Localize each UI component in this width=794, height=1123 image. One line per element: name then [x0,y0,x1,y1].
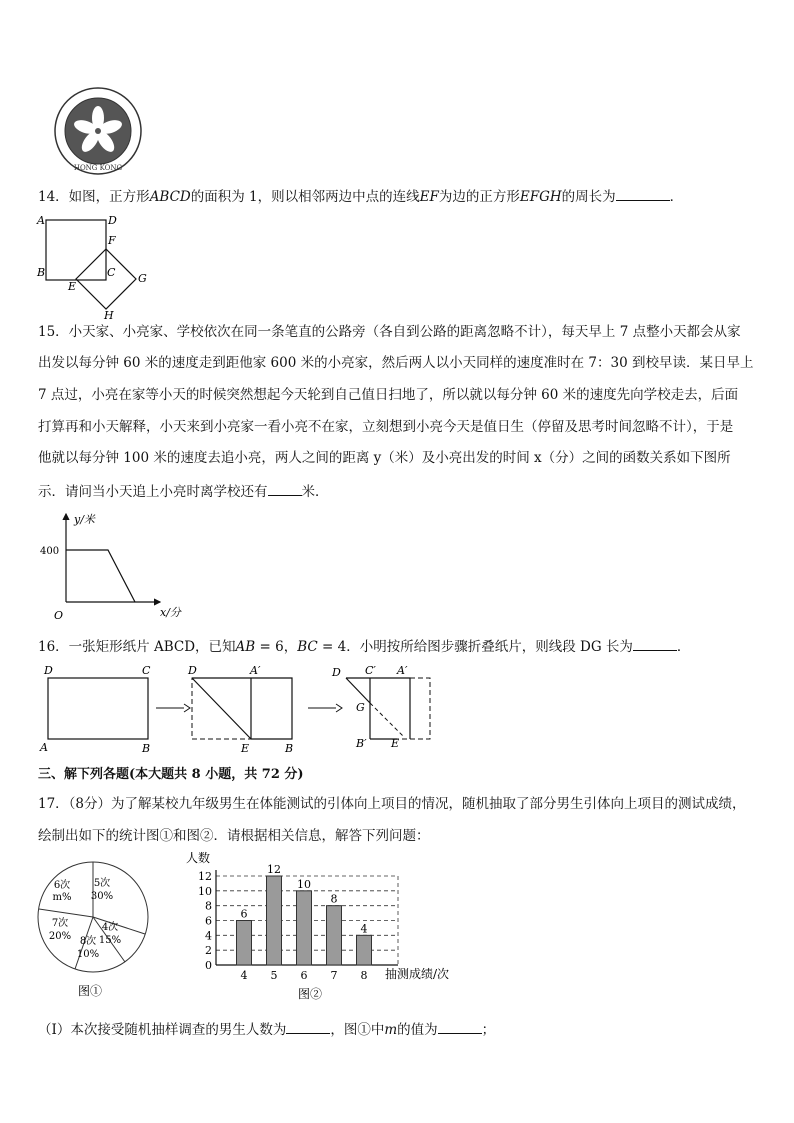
q17-sub-question-1 [38,1019,495,1039]
q15-function-graph [36,508,196,623]
q14-end: ． [669,189,684,205]
pie-label-4-times: 4次 [101,922,119,933]
section-3-heading: 三、解下列各题(本大题共 8 小题，共 72 分) [38,767,304,782]
q16-fold-figures [38,660,458,760]
q14-question [38,186,683,206]
q16-eq1: = 6， [255,639,298,655]
q15-line-2: 出发以每分钟 60 米的速度走到距他家 600 米的小亮家，然后两人以小天同样的速度准时在 7：30 到校早读．某日早上 [38,355,754,371]
q14-label-g: G [138,272,147,285]
q14-text-d: 的周长为 [561,189,616,205]
pie-label-15-percent: 15% [98,935,122,946]
bar-value-label: 4 [360,922,368,936]
q17-q1-m: m [384,1022,398,1038]
q14-label-a: A [37,214,45,227]
q15-line-1: 15．小天家、小亮家、学校依次在同一条笔直的公路旁（各自到公路的距离忽略不计），每天早上 7 点整小天都会从家 [38,324,741,340]
pie-label-20-percent: 20% [48,931,72,942]
q17-q1-text-c: 的值为 [397,1022,438,1038]
q16-fig2-a-prime: A′ [250,664,261,677]
x-tick-label: 5 [270,969,278,982]
q14-label-f: F [108,234,116,247]
q16-fig3-a-prime: A′ [397,664,408,677]
q15-last-a: 示．请问当小天追上小亮时离学校还有 [38,484,268,500]
bar-value-label: 8 [330,892,338,906]
q16-fig3-e: E [391,737,400,750]
q15-tick-400: 400 [40,546,60,557]
q14-efgh: EFGH [519,189,562,205]
q16-text-a: 16．一张矩形纸片 ABCD，已知 [38,639,236,655]
q14-square-figure [34,210,154,320]
y-tick-label: 6 [205,914,212,928]
bar-value-label: 6 [240,907,248,921]
q14-answer-blank[interactable] [616,186,670,201]
pie-caption: 图① [77,984,103,998]
bar-chart-bars [237,863,372,965]
q14-ef: EF [419,189,439,205]
pie-label-5-times: 5次 [93,878,111,889]
y-tick-label: 12 [198,870,212,883]
bar-6 [297,891,312,965]
y-tick-label: 8 [205,899,212,913]
q16-ab: AB [235,639,256,655]
bar-chart-ylabel: 人数 [186,851,211,865]
y-tick-label: 0 [205,959,212,972]
q16-fig1-a: A [40,741,48,754]
q16-fig3-d: D [332,666,341,679]
q15-answer-blank[interactable] [268,481,302,496]
q16-fig2-d: D [188,664,197,677]
q17-q1-text-a: （Ⅰ）本次接受随机抽样调查的男生人数为 [38,1022,287,1038]
bar-8 [357,935,372,965]
y-tick-label: 4 [205,929,212,943]
q15-line-4: 打算再和小天解释，小天来到小亮家一看小亮不在家，立刻想到小亮今天是值日生（停留及思考时间忽略不计），于是 [38,419,734,435]
q15-line-6 [38,481,329,501]
pie-label-7-times: 7次 [51,918,69,929]
q14-label-d: D [108,214,117,227]
x-tick-label: 6 [300,969,308,982]
q17-line-1: 17．（8分）为了解某校九年级男生在体能测试的引体向上项目的情况，随机抽取了部分男生引体向上项目的测试成绩， [38,796,746,812]
q16-fig3-b-prime: B′ [356,737,367,750]
q14-label-c: C [107,266,116,279]
bar-chart-xlabel: 抽测成绩/次 [385,967,450,981]
q14-label-e: E [68,280,77,293]
q15-line-5: 他就以每分钟 100 米的速度去追小亮，两人之间的距离 y（米）及小亮出发的时间 x（分）之间的函数关系如下图所 [38,450,731,466]
pie-label-8-times: 8次 [79,936,97,947]
q17-q1-text-d: ； [481,1022,496,1038]
bar-chart-x-ticks [241,969,368,982]
bar-chart-y-ticks [198,870,212,972]
q17-q1-blank-1[interactable] [286,1019,330,1034]
q17-line-2: 绘制出如下的统计图①和图②．请根据相关信息，解答下列问题： [38,828,430,844]
y-tick-label: 10 [198,884,212,898]
emblem-en-text: HONG KONG [73,164,123,172]
q14-text-c: 为边的正方形 [438,189,520,205]
q16-fig1-b: B [142,742,151,755]
q15-last-b: 米． [301,484,329,500]
q14-text-b: 的面积为 1，则以相邻两边中点的连线 [190,189,420,205]
q16-fig2-b: B [285,742,294,755]
q17-bar-chart [180,845,470,1005]
q17-q1-text-b: ，图①中 [330,1022,385,1038]
bar-value-label: 10 [297,877,311,891]
q17-q1-blank-2[interactable] [438,1019,482,1034]
q14-label-h: H [104,309,114,322]
bar-chart-caption: 图② [297,987,323,1001]
bar-4 [237,921,252,966]
x-tick-label: 4 [240,969,248,982]
bar-value-label: 12 [267,863,281,876]
q16-fig3-c-prime: C′ [365,664,376,677]
q15-x-label: x/分 [160,606,181,619]
q16-eq2: = 4．小明按所给图步骤折叠纸片，则线段 DG 长为 [317,639,633,655]
hong-kong-emblem [48,88,148,178]
q16-fig3-g: G [356,701,365,714]
q16-end: ． [676,639,691,655]
bar-5 [267,876,282,965]
pie-label-10-percent: 10% [76,949,100,960]
q16-fig1-c: C [142,664,151,677]
pie-label-30-percent: 30% [90,891,114,902]
q17-pie-chart [30,860,160,1000]
pie-label-6-times: 6次 [53,880,71,891]
q15-origin: O [54,609,64,622]
q16-fig1-d: D [44,664,53,677]
q15-y-label: y/米 [74,513,95,526]
q16-bc: BC [297,639,318,655]
x-tick-label: 7 [330,969,338,982]
x-tick-label: 8 [360,969,368,982]
q15-line-3: 7 点过，小亮在家等小天的时候突然想起今天轮到自己值日扫地了，所以就以每分钟 60 米的速度先向学校走去，后面 [38,387,739,403]
q16-answer-blank[interactable] [633,636,677,651]
q14-abcd: ABCD [149,189,191,205]
y-tick-label: 2 [205,944,212,958]
pie-label-m-percent: m% [52,892,72,903]
bar-7 [327,906,342,965]
q16-question [38,636,690,656]
q16-fig2-e: E [241,742,250,755]
q14-text-a: 14．如图，正方形 [38,189,150,205]
q14-label-b: B [37,266,46,279]
